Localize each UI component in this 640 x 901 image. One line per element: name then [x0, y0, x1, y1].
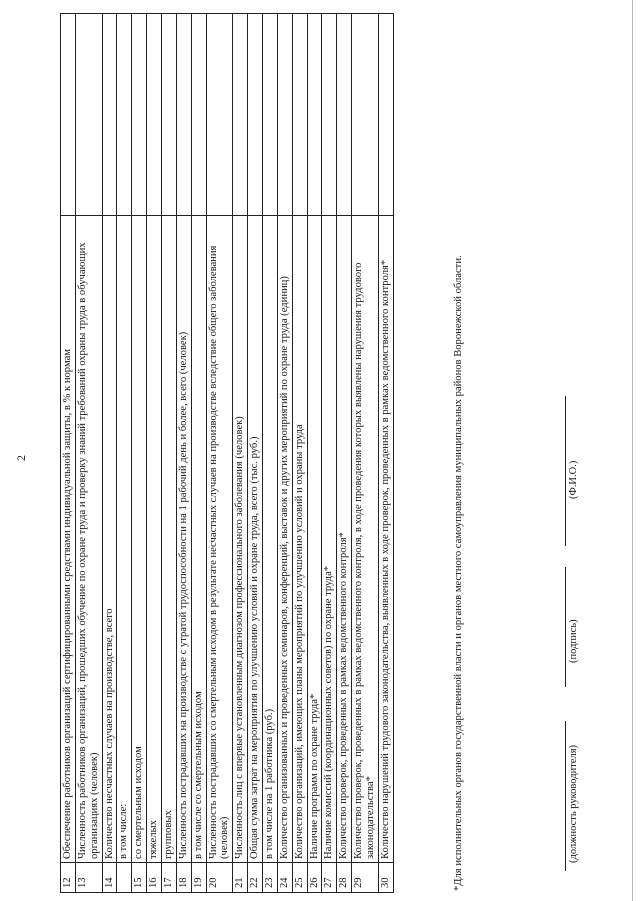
row-number: 14	[102, 863, 117, 893]
row-number: 12	[61, 863, 76, 893]
position-caption: (должность руководителя)	[568, 744, 579, 863]
row-description: групповых	[162, 216, 177, 863]
row-description: Количество проверок, проведенных в рамках ведомственного контроля, в ходе проведения которых выявлены нарушения трудового законодательства*	[352, 216, 379, 863]
signature-caption: (подпись)	[568, 619, 579, 663]
table-row	[322, 14, 337, 893]
row-description: Численность лиц с впервые установленным диагнозом профессионального заболевания (человек)	[233, 216, 248, 863]
value-cell[interactable]	[292, 14, 307, 216]
page-number: 2	[14, 455, 28, 461]
row-description: в том числе на 1 работника (руб.)	[263, 216, 278, 863]
value-cell[interactable]	[162, 14, 177, 216]
table-row	[132, 14, 147, 893]
row-description: Численность пострадавших на производстве с утратой трудоспособности на 1 рабочий день и более, всего (человек)	[176, 216, 191, 863]
row-number: 16	[147, 863, 162, 893]
value-cell[interactable]	[322, 14, 337, 216]
row-description: Общая сумма затрат на мероприятия по улучшению условий и охране труда, всего (тыс. руб.)	[248, 216, 263, 863]
row-number: 24	[277, 863, 292, 893]
row-number: 18	[176, 863, 191, 893]
value-cell[interactable]	[147, 14, 162, 216]
row-description: Наличие программ по охране труда*	[307, 216, 322, 863]
row-description: Количество нарушений трудового законодательства, выявленных в ходе проверок, проведенных в рамках ведомственного контроля*	[378, 216, 393, 863]
row-description: Численность работников организаций, прошедших обучение по охране труда и проверку знаний требований охраны труда в обучающих организациях (человек)	[75, 216, 102, 863]
table-row	[337, 14, 352, 893]
row-number: 13	[75, 863, 102, 893]
value-cell[interactable]	[277, 14, 292, 216]
row-description: Количество проверок, проведенных в рамках ведомственного контроля*	[337, 216, 352, 863]
table-row	[75, 14, 102, 893]
value-cell[interactable]	[233, 14, 248, 216]
table-row	[248, 14, 263, 893]
row-number: 25	[292, 863, 307, 893]
value-cell[interactable]	[102, 14, 117, 216]
row-description: Количество организованных и проведенных семинаров, конференций, выставок и других мероприятий по охране труда (единиц)	[277, 216, 292, 863]
value-cell[interactable]	[378, 14, 393, 216]
value-cell[interactable]	[206, 14, 233, 216]
table-row	[307, 14, 322, 893]
table-row	[191, 14, 206, 893]
value-cell[interactable]	[176, 14, 191, 216]
row-number: 28	[337, 863, 352, 893]
value-cell[interactable]	[132, 14, 147, 216]
name-signature-line	[565, 396, 566, 546]
row-number: 29	[352, 863, 379, 893]
value-cell[interactable]	[307, 14, 322, 216]
table-row	[61, 14, 76, 893]
value-cell[interactable]	[75, 14, 102, 216]
row-description: со смертельным исходом	[132, 216, 147, 863]
value-cell[interactable]	[117, 14, 132, 216]
row-number: 30	[378, 863, 393, 893]
value-cell[interactable]	[352, 14, 379, 216]
table-row	[206, 14, 233, 893]
row-number: 22	[248, 863, 263, 893]
row-number: 15	[132, 863, 147, 893]
value-cell[interactable]	[337, 14, 352, 216]
value-cell[interactable]	[248, 14, 263, 216]
row-number: 20	[206, 863, 233, 893]
row-number: 17	[162, 863, 177, 893]
row-description: Количество несчастных случаев на производстве, всего	[102, 216, 117, 863]
row-description: в том числе:	[117, 216, 132, 863]
table-row	[233, 14, 248, 893]
indicators-table	[60, 13, 394, 893]
row-description: в том числе со смертельным исходом	[191, 216, 206, 863]
row-number	[117, 863, 132, 893]
row-description: Численность пострадавших со смертельным исходом в результате несчастных случаев на производстве вследствие общего заболевания (человек)	[206, 216, 233, 863]
row-description: Обеспечение работников организаций сертифицированными средствами индивидуальной защиты, в % к нормам	[61, 216, 76, 863]
page-edge-divider	[632, 0, 633, 901]
table-row	[378, 14, 393, 893]
table-row	[117, 14, 132, 893]
table-row	[176, 14, 191, 893]
signature-line	[565, 567, 566, 687]
table-row	[162, 14, 177, 893]
row-description: Наличие комиссий (координационных советов) по охране труда*	[322, 216, 337, 863]
row-number: 19	[191, 863, 206, 893]
value-cell[interactable]	[263, 14, 278, 216]
table-row	[102, 14, 117, 893]
position-signature-line	[565, 721, 566, 871]
indicators-table-body	[61, 14, 394, 893]
row-number: 27	[322, 863, 337, 893]
value-cell[interactable]	[191, 14, 206, 216]
footnote: *Для исполнительных органов государственной власти и органов местного самоуправления муниципальных районов Воронежской области.	[453, 255, 464, 891]
name-caption: (Ф.И.О.)	[568, 460, 579, 499]
row-number: 21	[233, 863, 248, 893]
table-row	[292, 14, 307, 893]
row-number: 23	[263, 863, 278, 893]
table-row	[263, 14, 278, 893]
table-row	[277, 14, 292, 893]
table-row	[352, 14, 379, 893]
table-row	[147, 14, 162, 893]
row-description: Количество организаций, имеющих планы мероприятий по улучшению условий и охраны труда	[292, 216, 307, 863]
row-description: тяжелых	[147, 216, 162, 863]
value-cell[interactable]	[61, 14, 76, 216]
row-number: 26	[307, 863, 322, 893]
